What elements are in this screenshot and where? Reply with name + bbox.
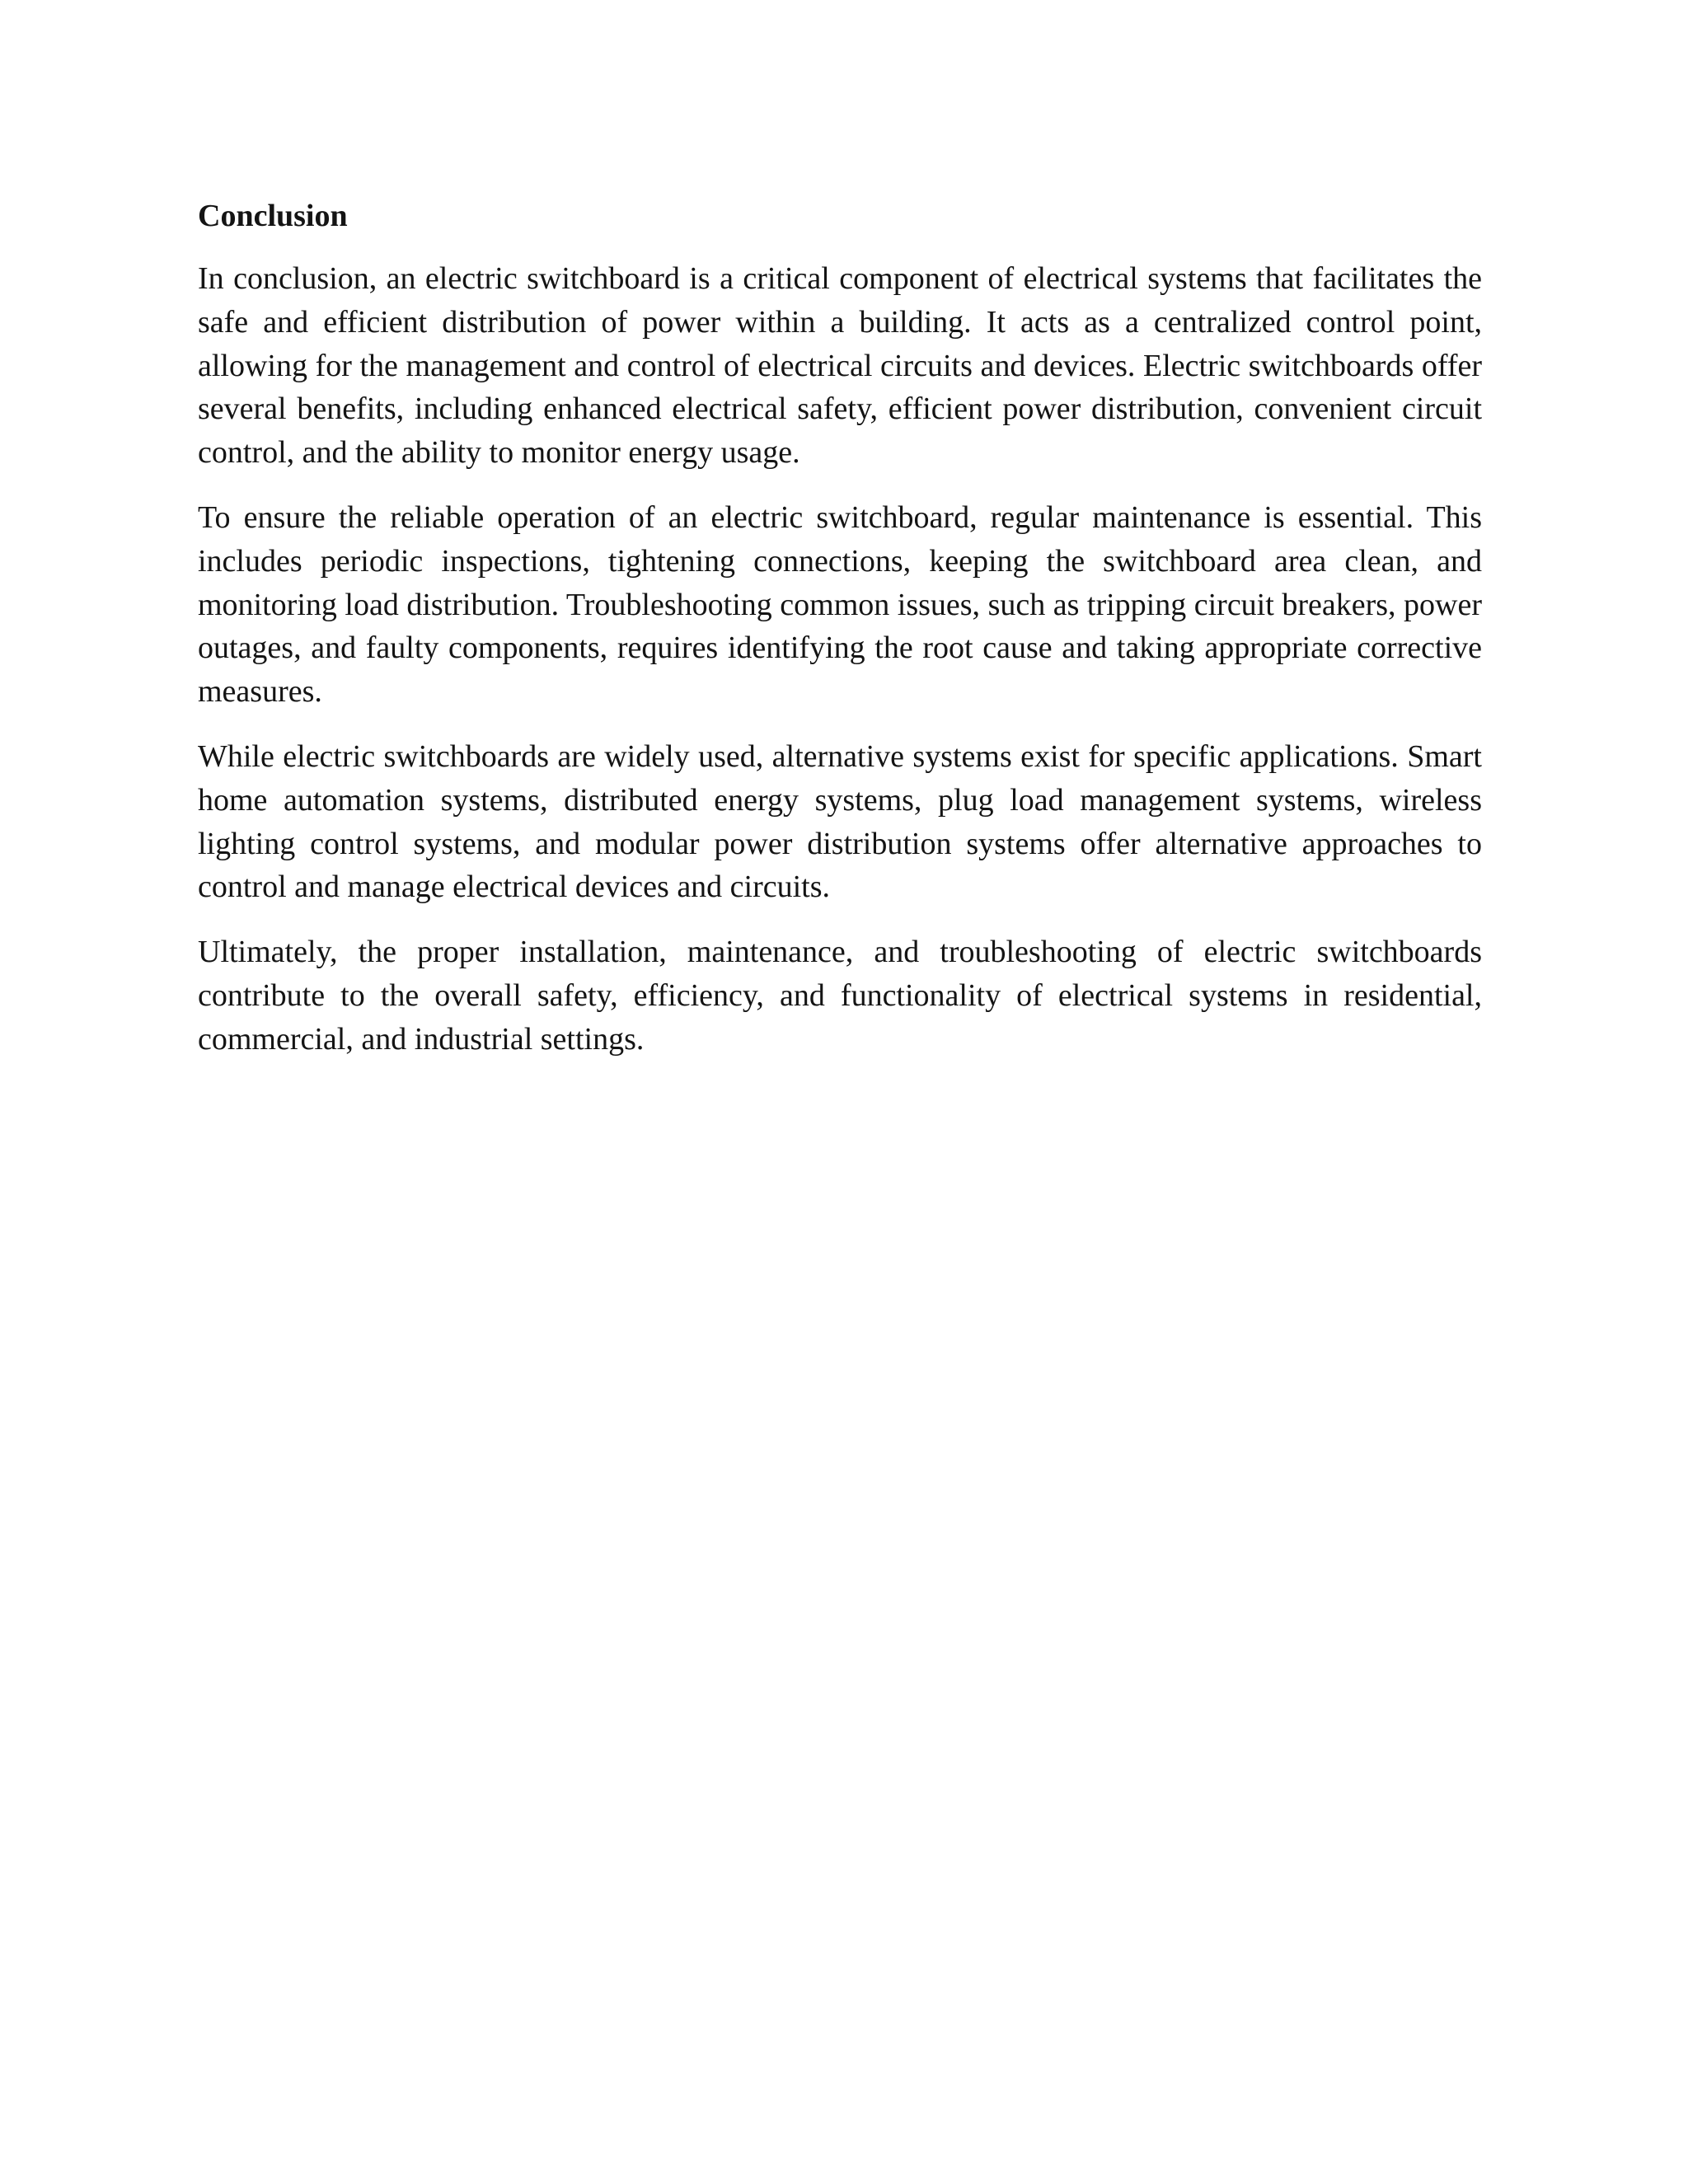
document-body: [198, 194, 1482, 1083]
section-heading: Conclusion: [198, 199, 348, 233]
paragraph-2: To ensure the reliable operation of an electric switchboard, regular maintenance is essential. This includes periodic inspections, tightening connections, keeping the switchboard area clean, and monitoring load distribution. Troubleshooting common issues, such as tripping circuit breakers, power outages, and faulty components, requires identifying the root cause and taking appropriate corrective measures.: [198, 499, 1482, 710]
paragraph-1: In conclusion, an electric switchboard is a critical component of electrical systems that facilitates the safe and efficient distribution of power within a building. It acts as a centralized control point, allowing for the management and control of electrical circuits and devices. Electric switchboards offer several benefits, including enhanced electrical safety, efficient power distribution, convenient circuit control, and the ability to monitor energy usage.: [198, 261, 1482, 471]
paragraph-4: Ultimately, the proper installation, maintenance, and troubleshooting of electric switchboards contribute to the overall safety, efficiency, and functionality of electrical systems in residential, commercial, and industrial settings.: [198, 935, 1482, 1057]
paragraph-3: While electric switchboards are widely used, alternative systems exist for specific applications. Smart home automation systems, distributed energy systems, plug load management systems, wireless lighting control systems, and modular power distribution systems offer alternative approaches to control and manage electrical devices and circuits.: [198, 738, 1482, 905]
